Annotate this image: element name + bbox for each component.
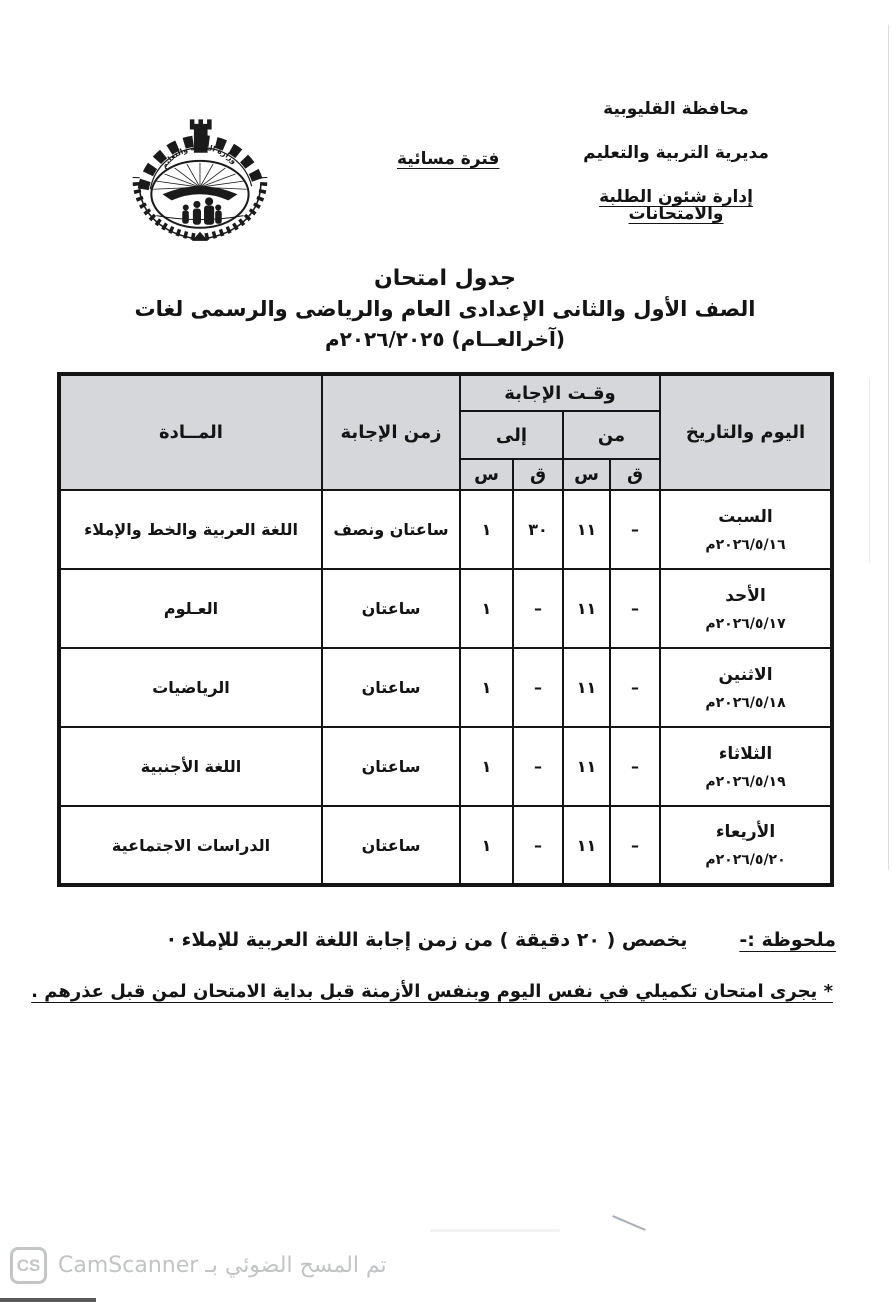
header-duration: زمن الإجابة: [322, 374, 460, 490]
to-hours-cell: ١: [460, 806, 513, 885]
day-name: الثلاثاء: [718, 743, 773, 764]
exam-year-line: (آخرالعــام) ٢٠٢٦/٢٠٢٥م: [324, 327, 566, 351]
from-hours-cell: ١١: [563, 727, 610, 806]
to-minutes-cell: –: [513, 648, 563, 727]
exam-schedule-table: [57, 372, 834, 887]
from-minutes-cell: –: [610, 569, 660, 648]
day-date-cell: [660, 727, 832, 806]
table-row: [59, 490, 832, 569]
to-hours-cell: ١: [460, 569, 513, 648]
table-row: [59, 806, 832, 885]
to-minutes-cell: ٣٠: [513, 490, 563, 569]
table-row: [59, 648, 832, 727]
exam-date: ٢٠٢٦/٥/١٦م: [705, 536, 786, 553]
directorate-name: مديرية التربية والتعليم: [583, 143, 769, 163]
note-line-1: [168, 929, 836, 951]
subject-cell: الدراسات الاجتماعية: [59, 806, 322, 885]
duration-cell: ساعتان: [322, 806, 460, 885]
header-to: إلى: [460, 411, 563, 459]
duration-cell: ساعتان: [322, 727, 460, 806]
duration-cell: ساعتان ونصف: [322, 490, 460, 569]
svg-text:وزارة التربية والتعليم: وزارة التربية والتعليم: [159, 142, 239, 171]
to-hours-cell: ١: [460, 648, 513, 727]
header-subject: المــادة: [59, 374, 322, 490]
table-row: [59, 727, 832, 806]
header-day-date: اليوم والتاريخ: [660, 374, 832, 490]
from-hours-cell: ١١: [563, 648, 610, 727]
scan-corner-shadow: [0, 1298, 96, 1302]
scan-fold-line: [888, 25, 889, 870]
header-to-minutes: ق: [513, 459, 563, 490]
from-hours-cell: ١١: [563, 806, 610, 885]
exam-date: ٢٠٢٦/٥/١٨م: [705, 694, 786, 711]
header-from: من: [563, 411, 660, 459]
day-date-cell: [660, 648, 832, 727]
scan-fold-line-2: [869, 378, 870, 563]
duration-cell: ساعتان: [322, 569, 460, 648]
ministry-logo-icon: [126, 100, 278, 242]
note-line-2: * يجرى امتحان تكميلي في نفس اليوم وبنفس الأزمنة قبل بداية الامتحان لمن قبل عذرهم .: [31, 981, 833, 1002]
exam-grades-line: الصف الأول والثانى الإعدادى العام والرياضى والرسمى لغات: [134, 297, 756, 321]
from-minutes-cell: –: [610, 727, 660, 806]
to-minutes-cell: –: [513, 569, 563, 648]
day-date-cell: [660, 569, 832, 648]
header-from-minutes: ق: [610, 459, 660, 490]
camscanner-text: تم المسح الضوئي بـ CamScanner: [58, 1253, 387, 1278]
governorate-name: محافظة القليوبية: [603, 99, 749, 119]
day-name: الأريعاء: [715, 822, 776, 842]
org-heading-block: [555, 101, 797, 250]
header-from-hours: س: [563, 459, 610, 490]
to-minutes-cell: –: [513, 806, 563, 885]
subject-cell: الرياضيات: [59, 648, 322, 727]
day-name: الأحد: [725, 585, 766, 606]
to-hours-cell: ١: [460, 727, 513, 806]
day-date-cell: [660, 490, 832, 569]
pen-mark-artifact: [612, 1215, 646, 1231]
subject-cell: اللغة العربية والخط والإملاء: [59, 490, 322, 569]
from-hours-cell: ١١: [563, 490, 610, 569]
header-to-hours: س: [460, 459, 513, 490]
ministry-logo: [126, 100, 278, 242]
day-date-cell: [660, 806, 832, 885]
exam-date: ٢٠٢٦/٥/١٩م: [705, 773, 786, 790]
from-hours-cell: ١١: [563, 569, 610, 648]
evening-period-label: فترة مسائية: [397, 149, 500, 169]
from-minutes-cell: –: [610, 648, 660, 727]
subject-cell: العـلوم: [59, 569, 322, 648]
exam-title-block: [0, 268, 890, 349]
day-name: الاثنين: [718, 664, 773, 685]
from-minutes-cell: –: [610, 490, 660, 569]
header-answer-time: وقـت الإجابة: [460, 374, 660, 411]
note-label: ملحوظة :-: [739, 929, 836, 951]
exam-date: ٢٠٢٦/٥/٢٠م: [705, 852, 786, 868]
note-1-text: يخصص ( ٢٠ دقيقة ) من زمن إجابة اللغة العربية للإملاء ·: [167, 929, 688, 951]
duration-cell: ساعتان: [322, 648, 460, 727]
to-hours-cell: ١: [460, 490, 513, 569]
table-row: [59, 569, 832, 648]
camscanner-watermark: [10, 1247, 387, 1284]
scan-smudge: [430, 1229, 560, 1232]
subject-cell: اللغة الأجنبية: [59, 727, 322, 806]
camscanner-icon: CS: [10, 1247, 47, 1284]
to-minutes-cell: –: [513, 727, 563, 806]
day-name: السبت: [718, 506, 773, 527]
exam-date: ٢٠٢٦/٥/١٧م: [705, 615, 786, 632]
administration-name: إدارة شئون الطلبة والامتحانات: [599, 187, 753, 224]
from-minutes-cell: –: [610, 806, 660, 885]
exam-schedule-title: جدول امتحان: [373, 266, 517, 291]
